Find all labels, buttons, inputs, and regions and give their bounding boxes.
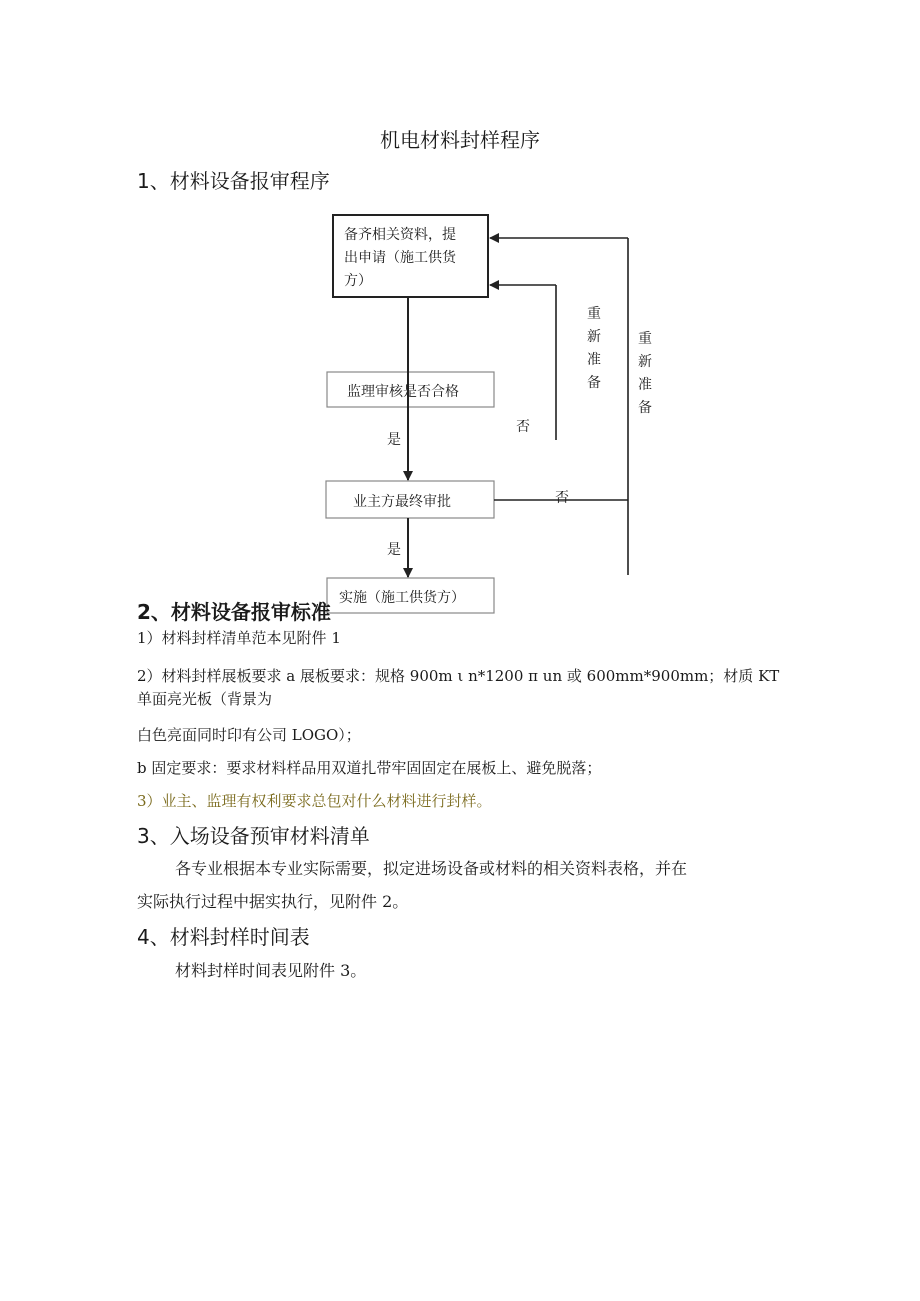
section-3-para-line-2: 实际执行过程中据实执行，见附件 2。 bbox=[137, 892, 409, 911]
section-4-heading: 4、材料封样时间表 bbox=[137, 925, 310, 949]
label-yes-2: 是 bbox=[387, 542, 401, 558]
redo-char: 准 bbox=[638, 377, 652, 393]
label-redo-inner bbox=[584, 303, 604, 395]
redo-char: 备 bbox=[587, 375, 601, 391]
section-2-item-2-b: b 固定要求：要求材料样品用双道扎带牢固固定在展板上、避免脱落； bbox=[137, 759, 602, 777]
section-3-para-line-1: 各专业根据本专业实际需要，拟定进场设备或材料的相关资料表格，并在 bbox=[175, 859, 688, 878]
page-title: 机电材料封样程序 bbox=[380, 128, 540, 152]
redo-char: 备 bbox=[638, 400, 652, 416]
flow-box-supervision-text: 监理审核是否合格 bbox=[347, 384, 459, 400]
section-3-heading: 3、入场设备预审材料清单 bbox=[137, 824, 370, 848]
label-yes-1: 是 bbox=[387, 432, 401, 448]
flow-box-implement-text: 实施（施工供货方） bbox=[339, 590, 465, 606]
flow-box-owner-text: 业主方最终审批 bbox=[353, 494, 451, 510]
redo-char: 新 bbox=[587, 329, 601, 345]
label-redo-outer bbox=[635, 328, 655, 420]
redo-char: 准 bbox=[587, 352, 601, 368]
redo-char: 新 bbox=[638, 354, 652, 370]
section-2-item-1: 1）材料封样清单范本见附件 1 bbox=[137, 629, 341, 647]
section-2-heading: 2、材料设备报审标准 bbox=[137, 600, 331, 624]
redo-char: 重 bbox=[587, 306, 601, 322]
section-2-item-2-line-3: 白色亮面同时印有公司 LOGO）； bbox=[137, 726, 361, 744]
flow-box-apply-line: 备齐相关资料，提 bbox=[344, 227, 456, 243]
section-2-item-2-line-2: 单面亮光板（背景为 bbox=[137, 690, 273, 708]
redo-char: 重 bbox=[638, 331, 652, 347]
flow-box-apply-line: 方） bbox=[344, 273, 372, 289]
label-no-1: 否 bbox=[516, 419, 530, 435]
label-no-2: 否 bbox=[555, 490, 569, 506]
flowchart bbox=[0, 0, 920, 620]
section-2-item-2-line-1: 2）材料封样展板要求 a 展板要求：规格 900m ι n*1200 π un 或 600mm*900mm；材质 KT bbox=[137, 667, 780, 685]
section-4-para: 材料封样时间表见附件 3。 bbox=[175, 961, 367, 980]
section-2-item-3: 3）业主、监理有权利要求总包对什么材料进行封样。 bbox=[137, 792, 492, 810]
section-1-heading: 1、材料设备报审程序 bbox=[137, 169, 330, 193]
flow-box-apply-text bbox=[344, 224, 456, 293]
flow-box-apply-line: 出申请（施工供货 bbox=[344, 250, 456, 266]
